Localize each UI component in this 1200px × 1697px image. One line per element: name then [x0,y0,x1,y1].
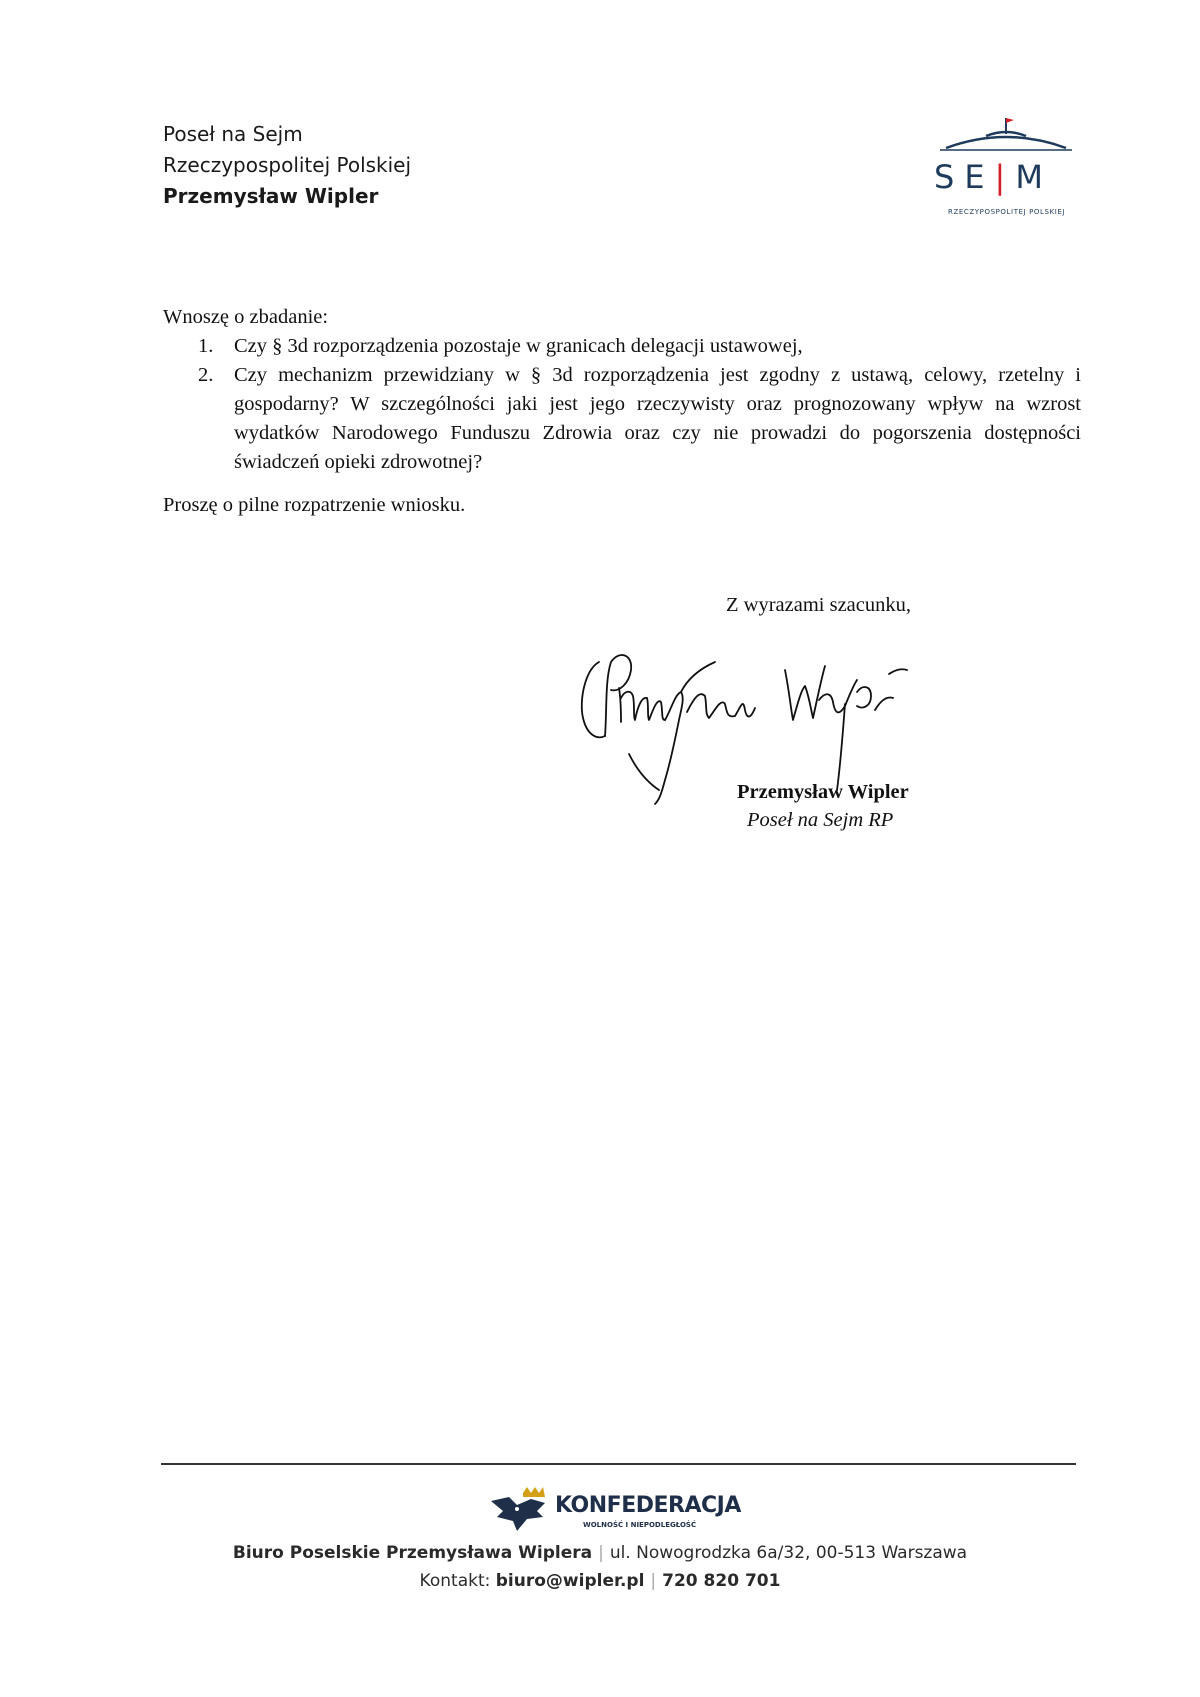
list-item-text: Czy § 3d rozporządzenia pozostaje w granicach delegacji ustawowej, [234,335,803,357]
office-name: Biuro Poselskie Przemysława Wiplera [232,1543,593,1563]
list-item-number: 1. [198,335,214,357]
signer-role: Poseł na Sejm RP [747,809,894,831]
sejm-logo [928,110,1078,225]
intro-text: Wnoszę o zbadanie: [163,306,329,328]
header-title-line: Poseł na Sejm [163,122,303,146]
list-item-number: 2. [198,364,214,386]
closing-phrase: Z wyrazami szacunku, [726,594,911,616]
signer-name: Przemysław Wipler [737,781,909,803]
footer-divider [161,1463,1076,1465]
signer-block [737,778,909,834]
list-item [163,361,1081,477]
party-tagline: WOLNOŚĆ I NIEPODLEGŁOŚĆ [583,1521,697,1529]
contact-label: Kontakt: [419,1571,491,1591]
eagle-icon [487,1485,551,1535]
party-name: KONFEDERACJA [555,1493,741,1518]
sejm-letters: SE|M [934,158,1053,196]
sejm-subtitle: RZECZYPOSPOLITEJ POLSKIEJ [948,208,1066,216]
letter-header [163,119,411,212]
letter-body [163,303,1081,520]
request-text: Proszę o pilne rozpatrzenie wniosku. [163,494,466,516]
footer-office-line [0,1543,1200,1563]
footer-contact-line [0,1571,1200,1591]
list-item-text: Czy mechanizm przewidziany w § 3d rozporządzenia jest zgodny z ustawą, celowy, rzetelny i gospodarny? W szczególności jaki jest jego rzeczywisty oraz prognozowany wpływ na wzrost wydatków Narodowego Funduszu Zdrowia oraz czy nie prowadzi do pogorszenia dostępności świadczeń opieki zdrowotnej? [234,364,1081,473]
header-country-line: Rzeczypospolitej Polskiej [163,153,412,177]
header-mp-name: Przemysław Wipler [163,184,379,208]
contact-phone[interactable]: 720 820 701 [662,1571,781,1591]
request-list [163,332,1081,477]
contact-email[interactable]: biuro@wipler.pl [495,1571,645,1591]
list-item [163,332,1081,361]
separator: | [650,1571,657,1591]
konfederacja-logo [487,1485,747,1541]
office-address: ul. Nowogrodzka 6a/32, 00-513 Warszawa [609,1543,968,1563]
separator: | [598,1543,604,1563]
